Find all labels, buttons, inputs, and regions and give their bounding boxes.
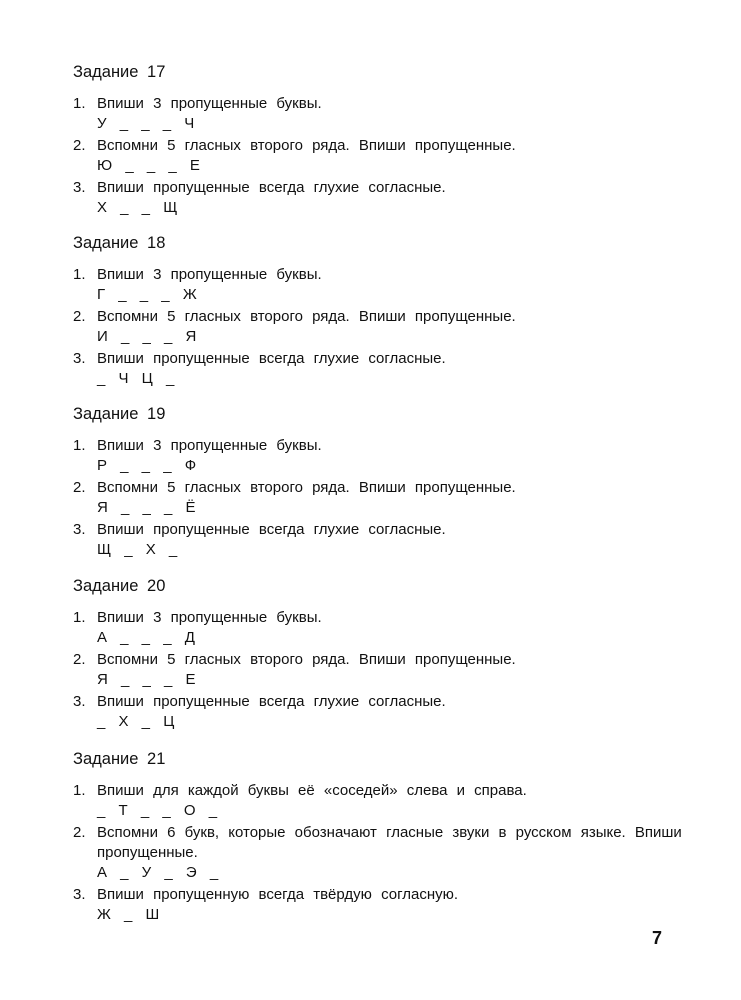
item-instruction: Впиши пропущенные всегда глухие согласные. (97, 179, 446, 196)
item-instruction: Впиши для каждой буквы её «соседей» слева и справа. (97, 782, 527, 799)
task-item (73, 265, 693, 305)
answer-line: Я _ _ _ Е (97, 671, 196, 688)
answer-line: И _ _ _ Я (97, 328, 197, 345)
task-17 (73, 62, 693, 220)
item-number: 1. (73, 609, 86, 626)
item-instruction: Вспомни 5 гласных второго ряда. Впиши пропущенные. (97, 137, 516, 154)
answer-line: Х _ _ Щ (97, 199, 178, 216)
item-instruction: Впиши пропущенные всегда глухие согласные. (97, 350, 446, 367)
task-item (73, 136, 693, 176)
item-instruction: Вспомни 6 букв, которые обозначают гласные звуки в русском языке. Впиши пропущенные. (97, 824, 682, 861)
item-instruction: Впиши 3 пропущенные буквы. (97, 609, 322, 626)
task-item (73, 178, 693, 218)
item-instruction: Впиши пропущенную всегда твёрдую согласную. (97, 886, 459, 903)
answer-line: А _ _ _ Д (97, 629, 195, 646)
task-21 (73, 749, 693, 927)
answer-line: _ Ч Ц _ (97, 370, 175, 387)
task-item (73, 781, 693, 821)
item-number: 3. (73, 350, 86, 367)
task-item (73, 436, 693, 476)
answer-line: _ Х _ Ц (97, 713, 175, 730)
item-instruction: Вспомни 5 гласных второго ряда. Впиши пропущенные. (97, 479, 516, 496)
answer-line: А _ У _ Э _ (97, 864, 219, 881)
page-number: 7 (652, 928, 663, 948)
answer-line: Р _ _ _ Ф (97, 457, 197, 474)
task-18 (73, 233, 693, 391)
task-title: Задание 19 (73, 405, 166, 423)
task-item (73, 650, 693, 690)
item-instruction: Вспомни 5 гласных второго ряда. Впиши пропущенные. (97, 651, 516, 668)
task-item (73, 692, 693, 732)
item-number: 3. (73, 886, 86, 903)
task-19 (73, 404, 693, 562)
item-instruction: Впиши 3 пропущенные буквы. (97, 437, 322, 454)
item-instruction: Впиши 3 пропущенные буквы. (97, 95, 322, 112)
item-number: 2. (73, 479, 86, 496)
item-number: 1. (73, 266, 86, 283)
item-number: 3. (73, 693, 86, 710)
answer-line: Ж _ Ш (97, 906, 160, 923)
task-title: Задание 18 (73, 234, 166, 252)
task-title: Задание 20 (73, 577, 166, 595)
answer-line: У _ _ _ Ч (97, 115, 195, 132)
item-instruction: Впиши 3 пропущенные буквы. (97, 266, 322, 283)
task-item (73, 823, 693, 883)
item-number: 2. (73, 824, 86, 841)
item-instruction: Впиши пропущенные всегда глухие согласные. (97, 521, 446, 538)
answer-line: Г _ _ _ Ж (97, 286, 197, 303)
answer-line: Ю _ _ _ Е (97, 157, 200, 174)
item-number: 2. (73, 651, 86, 668)
answer-line: Щ _ Х _ (97, 541, 178, 558)
item-number: 1. (73, 95, 86, 112)
task-item (73, 608, 693, 648)
answer-line: Я _ _ _ Ё (97, 499, 196, 516)
task-title: Задание 21 (73, 750, 166, 768)
answer-line: _ Т _ _ О _ (97, 802, 218, 819)
task-item (73, 307, 693, 347)
task-item (73, 94, 693, 134)
item-number: 3. (73, 521, 86, 538)
task-title: Задание 17 (73, 63, 166, 81)
task-item (73, 478, 693, 518)
task-item (73, 520, 693, 560)
item-instruction: Впиши пропущенные всегда глухие согласные. (97, 693, 446, 710)
task-item (73, 885, 693, 925)
task-item (73, 349, 693, 389)
item-instruction: Вспомни 5 гласных второго ряда. Впиши пропущенные. (97, 308, 516, 325)
item-number: 2. (73, 137, 86, 154)
item-number: 3. (73, 179, 86, 196)
item-number: 2. (73, 308, 86, 325)
task-20 (73, 576, 693, 734)
item-number: 1. (73, 437, 86, 454)
item-number: 1. (73, 782, 86, 799)
